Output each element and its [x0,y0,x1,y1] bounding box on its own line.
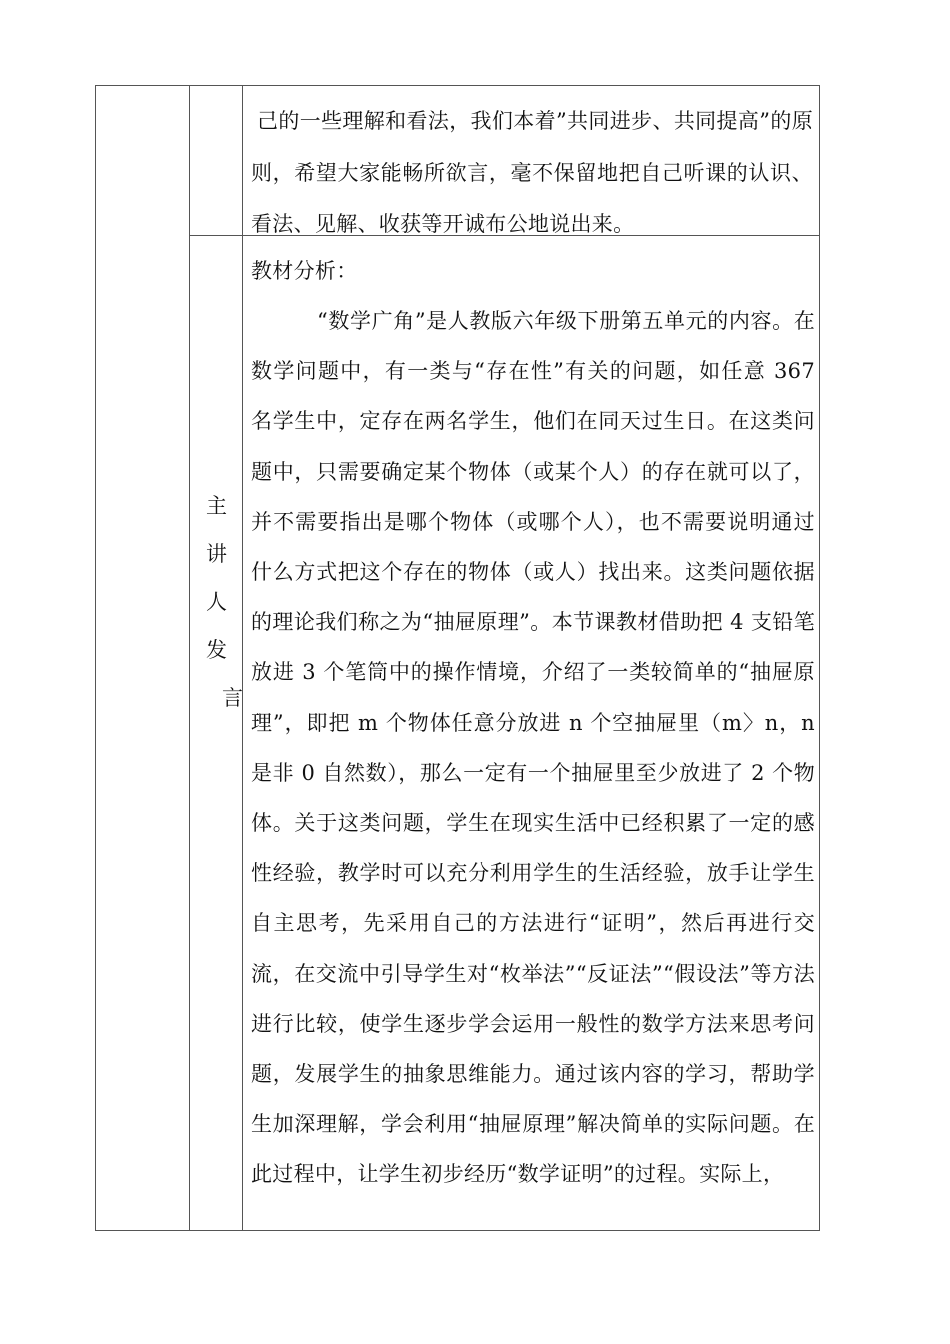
column-divider-2 [242,86,243,1230]
speaker-label-char: 发 [206,638,227,662]
continued-paragraph: 己的一些理解和看法，我们本着”共同进步、共同提高”的原则，希望大家能畅所欲言，毫不保留地把自己听课的认识、看法、见解、收获等开诚布公地说出来。 [251,109,813,236]
analysis-paragraph: “数学广角”是人教版六年级下册第五单元的内容。在数学问题中，有一类与“存在性”有关的问题，如任意 367 名学生中，定存在两名学生，他们在同天过生日。在这类问题中，只需要确定某个物体（或某个人）的存在就可以了，并不需要指出是哪个物体（或哪个人），也不需要说明通过什么方式把这个存在的物体（或人）找出来。这类问题依据的理论我们称之为“抽屉原理”。本节课教材借助把 4 支铅笔放进 3 个笔筒中的操作情境，介绍了一类较简单的“抽屉原理”，即把 m 个物体任意分放进 n 个空抽屉里（m〉n，n 是非 0 自然数），那么一定有一个抽屉里至少放进了 2 个物体。关于这类问题，学生在现实生活中已经积累了一定的感性经验，教学时可以充分利用学生的生活经验，放手让学生自主思考，先采用自己的方法进行“证明”，然后再进行交流，在交流中引导学生对“枚举法”“反证法”“假设法”等方法进行比较，使学生逐步学会运用一般性的数学方法来思考问题，发展学生的抽象思维能力。通过该内容的学习，帮助学生加深理解，学会利用“抽屉原理”解决简单的实际问题。在此过程中，让学生初步经历“数学证明”的过程。实际上， [251,309,815,1187]
column-divider-1 [189,86,190,1230]
speaker-label-char: 人 [206,590,227,614]
speaker-label-char: 讲 [206,542,227,566]
speaker-label [196,482,243,722]
document-table [95,85,820,1231]
section-heading: 教材分析： [251,259,358,283]
speaker-label-char: 主 [206,494,227,518]
speaker-label-char: 言 [222,686,243,710]
